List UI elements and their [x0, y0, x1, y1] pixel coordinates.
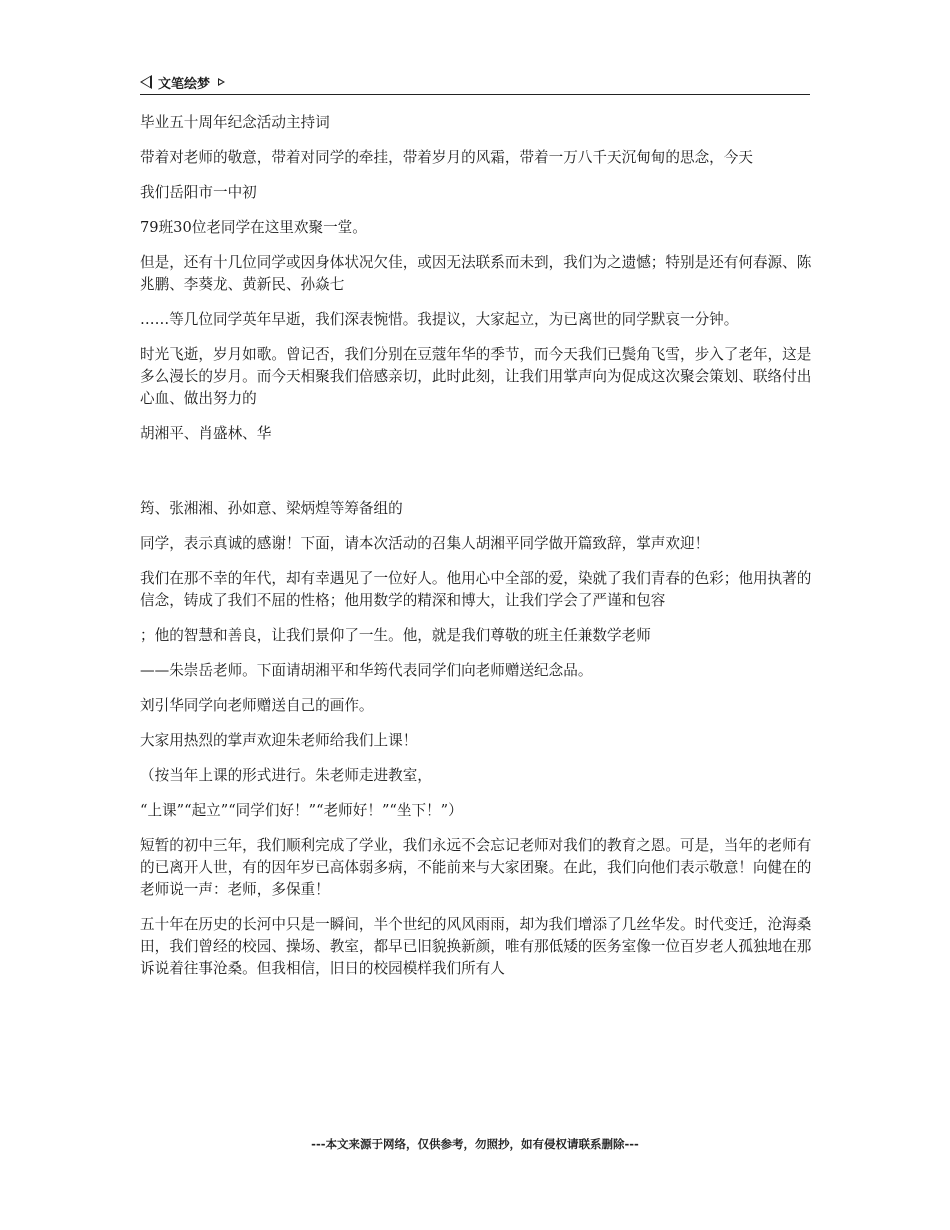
document-title: 毕业五十周年纪念活动主持词 [140, 114, 330, 131]
blank-gap [140, 458, 812, 498]
paragraph: 我们岳阳市一中初 [140, 184, 257, 201]
triangle-right-icon [218, 78, 225, 86]
triangle-left-icon [140, 75, 152, 89]
paragraph: 时光飞逝，岁月如歌。曾记否，我们分别在豆蔻年华的季节，而今天我们已鬓角飞雪，步入了老年，这是多么漫长的岁月。而今天相聚我们倍感亲切，此时此刻，让我们用掌声向为促成这次聚会策划、联络付出心血、做出努力的 [140, 346, 812, 407]
paragraph: ；他的智慧和善良，让我们景仰了一生。他，就是我们尊敬的班主任兼数学老师 [140, 627, 651, 644]
paragraph: 我们在那不幸的年代，却有幸遇见了一位好人。他用心中全部的爱，染就了我们青春的色彩；他用执著的信念，铸成了我们不屈的性格；他用数学的精深和博大，让我们学会了严谨和包容 [140, 570, 812, 609]
paragraph: 大家用热烈的掌声欢迎朱老师给我们上课！ [140, 732, 418, 749]
paragraph: 筠、张湘湘、孙如意、梁炳煌等筹备组的 [140, 500, 403, 517]
paragraph: ——朱崇岳老师。下面请胡湘平和华筠代表同学们向老师赠送纪念品。 [140, 662, 593, 679]
paragraph: 79班30位老同学在这里欢聚一堂。 [140, 219, 367, 236]
page-header [140, 70, 810, 95]
paragraph: 同学，表示真诚的感谢！下面，请本次活动的召集人胡湘平同学做开篇致辞，掌声欢迎！ [140, 535, 710, 552]
paragraph: ……等几位同学英年早逝，我们深表惋惜。我提议，大家起立，为已离世的同学默哀一分钟。 [140, 311, 739, 328]
paragraph: （按当年上课的形式进行。朱老师走进教室， [140, 767, 432, 784]
paragraph: 刘引华同学向老师赠送自己的画作。 [140, 697, 374, 714]
paragraph: “上课”“起立”“同学们好！”“老师好！”“坐下！”） [140, 802, 463, 819]
paragraph: 胡湘平、肖盛林、华 [140, 425, 272, 442]
paragraph: 但是，还有十几位同学或因身体状况欠佳，或因无法联系而未到，我们为之遗憾；特别是还有何春源、陈兆鹏、李葵龙、黄新民、孙焱七 [140, 254, 812, 293]
paragraph: 短暂的初中三年，我们顺利完成了学业，我们永远不会忘记老师对我们的教育之恩。可是，当年的老师有的已离开人世，有的因年岁已高体弱多病，不能前来与大家团聚。在此，我们向他们表示敬意！向健在的老师说一声：老师，多保重！ [140, 837, 812, 898]
header-title: 文笔绘梦 [158, 76, 211, 92]
page-footer: ---本文来源于网络，仅供参考，勿照抄，如有侵权请联系删除--- [311, 1137, 639, 1151]
paragraph: 五十年在历史的长河中只是一瞬间，半个世纪的风风雨雨，却为我们增添了几丝华发。时代变迁，沧海桑田，我们曾经的校园、操场、教室，都早已旧貌换新颜，唯有那低矮的医务室像一位百岁老人孤独地在那诉说着往事沧桑。但我相信，旧日的校园模样我们所有人 [140, 916, 812, 977]
paragraph: 带着对老师的敬意，带着对同学的牵挂，带着岁月的风霜，带着一万八千天沉甸甸的思念，今天 [140, 149, 753, 166]
document-body [140, 112, 812, 993]
